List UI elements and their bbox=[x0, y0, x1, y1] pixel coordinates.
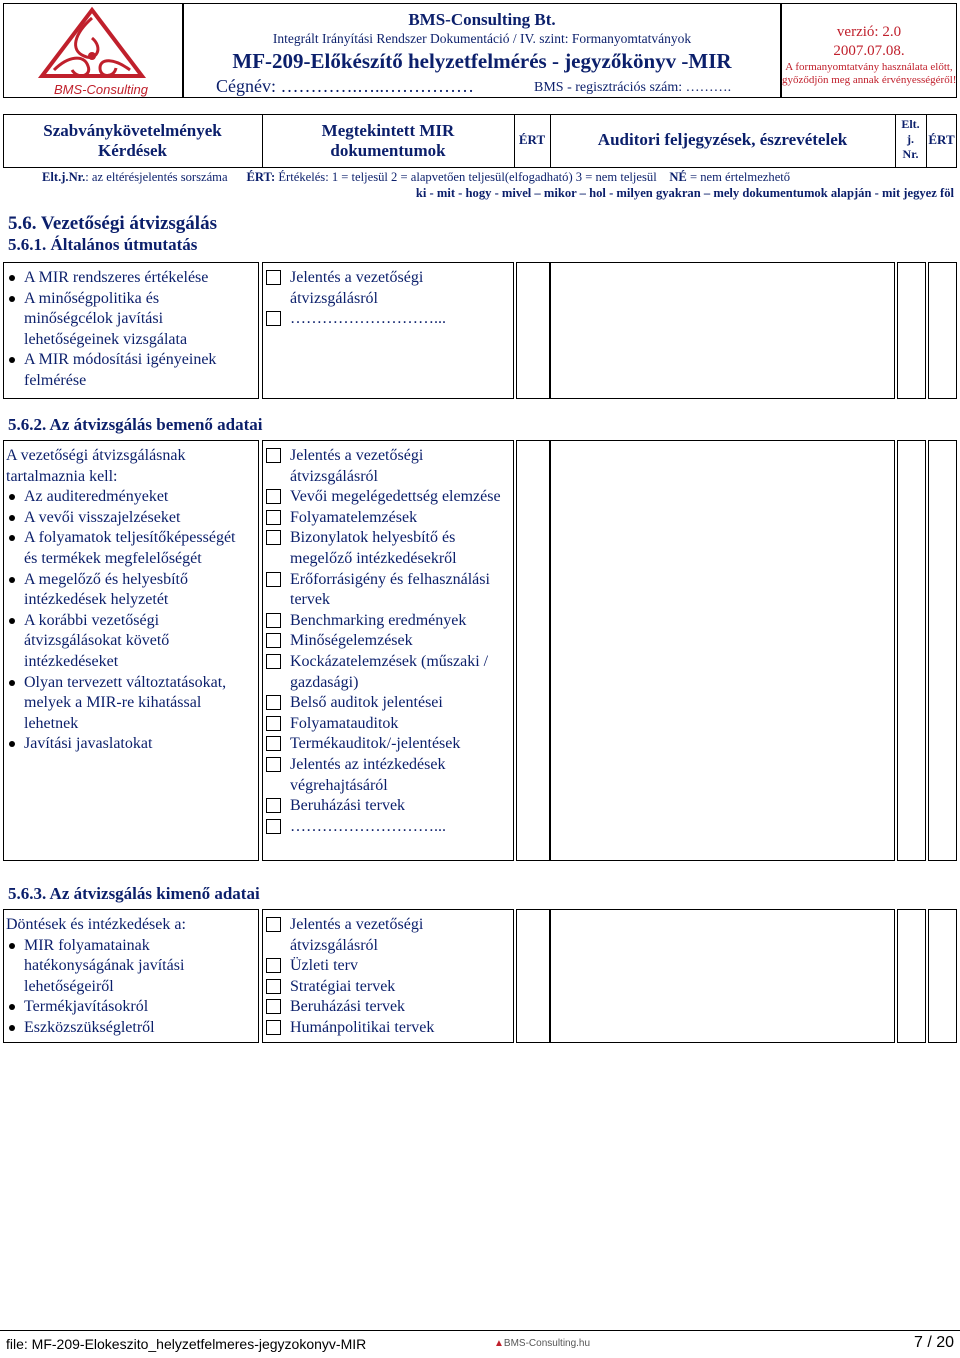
triangle-icon: ▲ bbox=[494, 1338, 504, 1349]
legend-ne-key: NÉ bbox=[669, 170, 687, 184]
col5-line2: j. bbox=[907, 132, 914, 146]
doc-checkbox[interactable]: Jelentés az intézkedések végrehajtásáról bbox=[266, 755, 510, 796]
doc-checkbox[interactable]: Folyamatauditok bbox=[266, 714, 510, 735]
doc-title: MF-209-Előkészítő helyzetfelmérés - jegyzőkönyv -MIR bbox=[232, 49, 732, 73]
footer-page: 7 / 20 bbox=[913, 1334, 954, 1351]
footer-file: file: MF-209-Elokeszito_helyzetfelmeres-jegyzokonyv-MIR bbox=[6, 1336, 367, 1352]
doc-checkbox[interactable]: Beruházási tervek bbox=[266, 997, 510, 1018]
col-header-ert-2: ÉRT bbox=[928, 132, 955, 147]
legend-line-2: ki - mit - hogy - mivel – mikor – hol - milyen gyakran – mely dokumentumok alapján - mit jegyez föl bbox=[415, 186, 954, 200]
sub1-documents bbox=[266, 268, 506, 330]
logo-cell bbox=[3, 3, 183, 98]
sub2-ert2-box bbox=[928, 440, 957, 861]
doc-checkbox[interactable]: Folyamatelemzések bbox=[266, 508, 510, 529]
sub2-notes-box bbox=[550, 440, 895, 861]
doc-checkbox[interactable]: Erőforrásigény és felhasználási tervek bbox=[266, 570, 510, 611]
col-header-requirements bbox=[3, 121, 262, 161]
doc-checkbox[interactable]: Benchmarking eredmények bbox=[266, 611, 510, 632]
doc-checkbox[interactable]: Termékauditok/-jelentések bbox=[266, 734, 510, 755]
list-item: Az auditeredményeket bbox=[6, 487, 252, 508]
sub3-requirements bbox=[6, 915, 246, 1039]
col-header-deviation-nr bbox=[895, 117, 926, 162]
doc-checkbox[interactable]: Bizonylatok helyesbítő és megelőző intézkedésekről bbox=[266, 528, 510, 569]
doc-checkbox[interactable]: Jelentés a vezetőségi átvizsgálásról bbox=[266, 915, 510, 956]
list-item: Olyan tervezett változtatásokat, melyek a MIR-re kihatással lehetnek bbox=[6, 673, 252, 735]
sub2-requirements bbox=[6, 446, 252, 755]
doc-checkbox[interactable]: Vevői megelégedettség elemzése bbox=[266, 487, 510, 508]
doc-checkbox[interactable]: Kockázatelemzések (műszaki / gazdasági) bbox=[266, 652, 510, 693]
col-header-documents bbox=[262, 121, 514, 161]
sub3-ert2-box bbox=[928, 909, 957, 1043]
legend-eltjnr-text: : az eltérésjelentés sorszáma bbox=[85, 170, 228, 184]
doc-checkbox[interactable]: Minőségelemzések bbox=[266, 631, 510, 652]
sub2-deviation-box bbox=[897, 440, 926, 861]
sub3-intro: Döntések és intézkedések a: bbox=[6, 916, 186, 933]
sub1-ert2-box bbox=[928, 262, 957, 399]
doc-checkbox[interactable]: Jelentés a vezetőségi átvizsgálásról bbox=[266, 446, 510, 487]
doc-checkbox[interactable]: Humánpolitikai tervek bbox=[266, 1018, 510, 1039]
doc-checkbox[interactable]: ………………………... bbox=[266, 309, 506, 330]
list-item: Javítási javaslatokat bbox=[6, 734, 252, 755]
legend-ne-text: = nem értelmezhető bbox=[689, 170, 791, 184]
list-item: A minőségpolitika és minőségcélok javítási lehetőségeinek vizsgálata bbox=[6, 289, 246, 351]
doc-subtitle: Integrált Irányítási Rendszer Dokumentáció / IV. szint: Formanyomtatványok bbox=[272, 31, 692, 46]
col5-line3: Nr. bbox=[902, 147, 919, 161]
sub1-requirements bbox=[6, 268, 246, 392]
version: verzió: 2.0 bbox=[836, 24, 902, 40]
list-item: A vevői visszajelzéseket bbox=[6, 508, 252, 529]
registration-field[interactable]: BMS - regisztrációs szám: ………. bbox=[534, 80, 732, 95]
validity-note-1: A formanyomtatvány használata előtt, bbox=[785, 61, 953, 73]
sub2-documents bbox=[266, 446, 510, 837]
validity-note-2: győződjön meg annak érvényességéről! bbox=[782, 74, 957, 86]
col5-line1: Elt. bbox=[901, 117, 920, 131]
sub3-deviation-box bbox=[897, 909, 926, 1043]
doc-checkbox[interactable]: Stratégiai tervek bbox=[266, 977, 510, 998]
sub1-ert-box bbox=[516, 262, 550, 399]
sub3-documents bbox=[266, 915, 510, 1039]
version-cell bbox=[781, 3, 957, 98]
title-cell bbox=[183, 3, 781, 98]
subsection-1-title: 5.6.1. Általános útmutatás bbox=[8, 235, 198, 254]
doc-checkbox[interactable]: Jelentés a vezetőségi átvizsgálásról bbox=[266, 268, 506, 309]
sub1-notes-box bbox=[550, 262, 895, 399]
sub1-deviation-box bbox=[897, 262, 926, 399]
footer-brand-text: BMS-Consulting.hu bbox=[503, 1338, 591, 1349]
col2-line2: dokumentumok bbox=[330, 141, 446, 160]
doc-checkbox[interactable]: Üzleti terv bbox=[266, 956, 510, 977]
legend-ert-key: ÉRT: bbox=[246, 170, 276, 184]
col-header-notes: Auditori feljegyzések, észrevételek bbox=[597, 130, 848, 149]
sub2-intro: A vezetőségi átvizsgálásnak tartalmaznia kell: bbox=[6, 447, 186, 485]
list-item: Eszközszükségletről bbox=[6, 1018, 246, 1039]
sub2-ert-box bbox=[516, 440, 550, 861]
footer-brand bbox=[494, 1338, 590, 1349]
legend-ert-text: Értékelés: 1 = teljesül 2 = alapvetően teljesül(elfogadható) 3 = nem teljesül bbox=[278, 170, 657, 184]
col1-line2: Kérdések bbox=[98, 141, 167, 160]
legend-line-1 bbox=[42, 170, 790, 185]
section-title: 5.6. Vezetőségi átvizsgálás bbox=[8, 213, 217, 234]
doc-checkbox[interactable]: Belső auditok jelentései bbox=[266, 693, 510, 714]
company-field[interactable]: Cégnév: ………….…..…………… bbox=[216, 76, 474, 96]
doc-checkbox[interactable]: Beruházási tervek bbox=[266, 796, 510, 817]
list-item: A megelőző és helyesbítő intézkedések helyzetét bbox=[6, 570, 252, 611]
list-item: A folyamatok teljesítőképességét és termékek megfelelőségét bbox=[6, 528, 252, 569]
col1-line1: Szabványkövetelmények bbox=[43, 121, 222, 140]
logo-text: BMS-Consulting bbox=[54, 82, 148, 97]
page-footer bbox=[0, 1330, 960, 1358]
company-name: BMS-Consulting Bt. bbox=[408, 10, 556, 29]
document-header bbox=[0, 0, 960, 100]
col-header-ert: ÉRT bbox=[518, 132, 546, 147]
col2-line1: Megtekintett MIR bbox=[321, 121, 455, 140]
list-item: MIR folyamatainak hatékonyságának javítási lehetőségeiről bbox=[6, 936, 246, 998]
subsection-3-title: 5.6.3. Az átvizsgálás kimenő adatai bbox=[8, 884, 260, 903]
list-item: A MIR rendszeres értékelése bbox=[6, 268, 246, 289]
list-item: A korábbi vezetőségi átvizsgálásokat követő intézkedéseket bbox=[6, 611, 252, 673]
sub3-ert-box bbox=[516, 909, 550, 1043]
legend-eltjnr-key: Elt.j.Nr. bbox=[42, 170, 86, 184]
doc-checkbox[interactable]: ………………………... bbox=[266, 817, 510, 838]
sub3-notes-box bbox=[550, 909, 895, 1043]
list-item: A MIR módosítási igényeinek felmérése bbox=[6, 350, 246, 391]
subsection-2-title: 5.6.2. Az átvizsgálás bemenő adatai bbox=[8, 415, 263, 434]
version-date: 2007.07.08. bbox=[833, 43, 905, 59]
list-item: Termékjavításokról bbox=[6, 997, 246, 1018]
